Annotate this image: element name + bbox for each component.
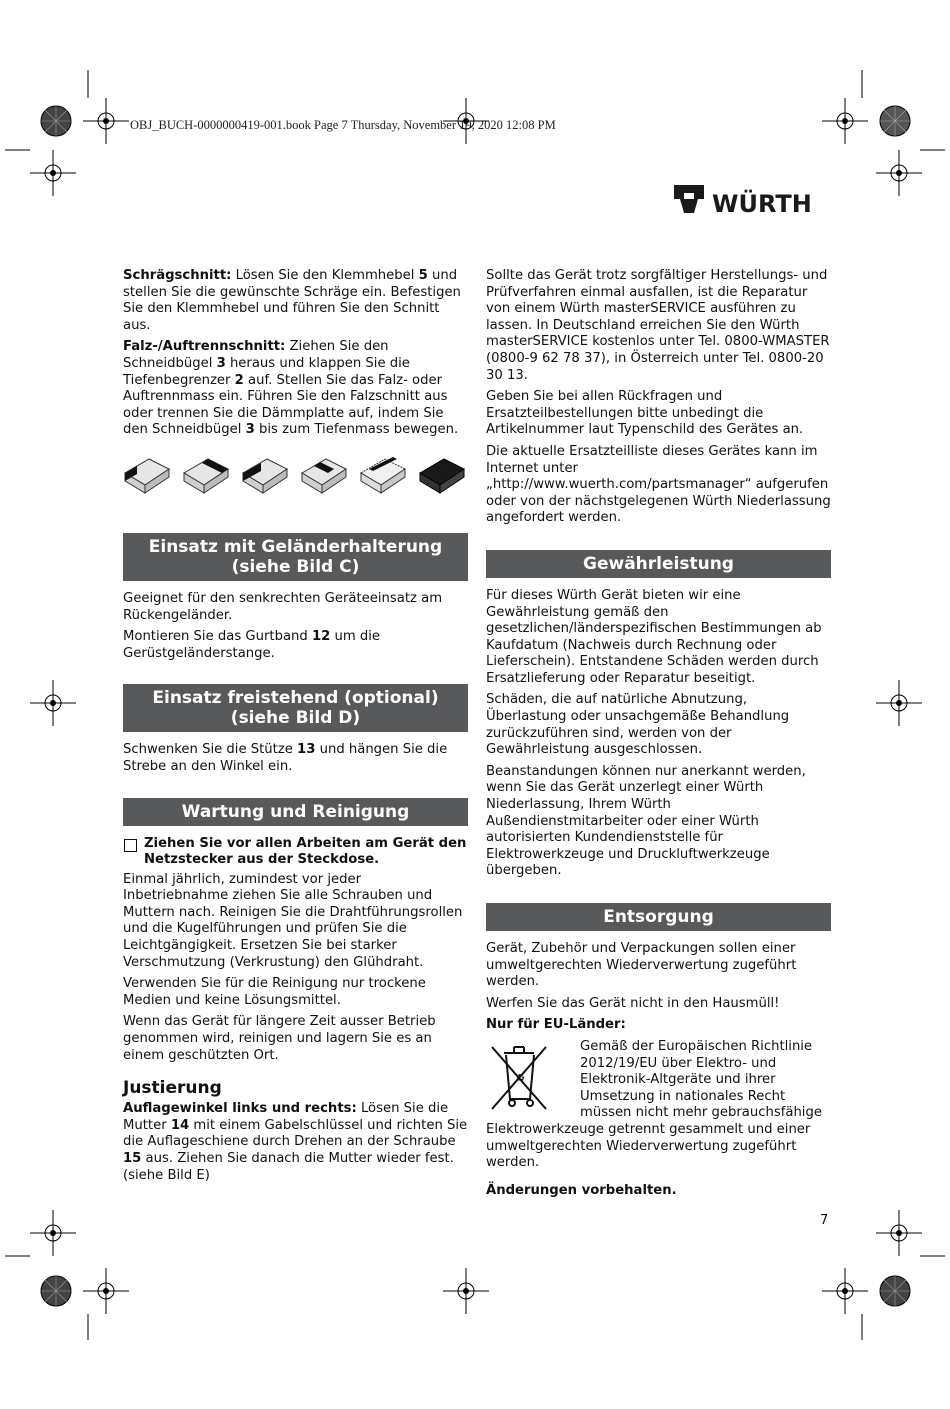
right-column xyxy=(486,268,831,1204)
svg-text:♻: ♻ xyxy=(516,1072,525,1084)
book-header-line: OBJ_BUCH-0000000419-001.book Page 7 Thursday, November 19, 2020 12:08 PM xyxy=(130,118,556,132)
crossed-out-wheelie-bin-icon xyxy=(488,1041,550,1115)
paragraph-lagerung: Wenn das Gerät für längere Zeit ausser Betrieb genommen wird, reinigen und lagern Sie es an einem geschützten Ort. xyxy=(123,1014,436,1063)
checkbox-square-icon xyxy=(124,839,137,852)
paragraph-geeignet: Geeignet für den senkrechten Geräteeinsatz am Rückengeländer. xyxy=(123,590,443,623)
section-heading-wartung: Wartung und Reinigung xyxy=(123,798,468,826)
section-heading-gelaenderhalterung: Einsatz mit Geländerhalterung (siehe Bild C) xyxy=(123,533,468,581)
cut-illustration-icon xyxy=(123,453,171,499)
paragraph-eu-richtlinie: Gemäß der Europäischen Richtlinie 2012/19/EU über Elektro- und Elektronik-Altgeräte und ihrer Umsetzung in nationales Recht müssen nicht mehr gebrauchsfähige Elektrowerkzeuge getrennt gesammelt und einer umweltgerechten Wiederverwertung zugeführt werden. xyxy=(486,1038,822,1171)
page-number: 7 xyxy=(820,1213,829,1228)
section-heading-gewaehrleistung: Gewährleistung xyxy=(486,550,831,578)
cut-type-illustrations xyxy=(123,453,468,499)
cut-illustration-icon xyxy=(182,453,230,499)
paragraph-gurtband: Montieren Sie das Gurtband 12 um die Gerüstgeländerstange. xyxy=(123,629,381,661)
paragraph-gewaehrleistung: Für dieses Würth Gerät bieten wir eine Gewährleistung gemäß den gesetzlichen/länderspezifischen Bestimmungen ab Kaufdatum (Nachweis durch Rechnung oder Lieferschein). Entstandene Schäden werden durch Ersatzlieferung oder Reparatur beseitigt. xyxy=(486,587,822,686)
section-heading-freistehend: Einsatz freistehend (optional) (siehe Bild D) xyxy=(123,684,468,732)
paragraph-rueckfragen: Geben Sie bei allen Rückfragen und Ersatzteilbestellungen bitte unbedingt die Artikelnummer laut Typenschild des Gerätes an. xyxy=(486,389,804,438)
paragraph-reinigung: Verwenden Sie für die Reinigung nur trockene Medien und keine Lösungsmittel. xyxy=(123,976,426,1008)
cut-illustration-icon xyxy=(418,453,466,499)
paragraph-schaeden: Schäden, die auf natürliche Abnutzung, Überlastung oder unsachgemäße Behandlung zurückzuführen sind, werden von der Gewährleistung ausgeschlossen. xyxy=(486,692,790,758)
wurth-logo xyxy=(672,183,832,223)
cut-illustration-icon xyxy=(300,453,348,499)
paragraph-aenderungen: Änderungen vorbehalten. xyxy=(486,1182,677,1198)
eu-only-label: Nur für EU-Länder: xyxy=(486,1017,626,1033)
paragraph-verpackungen: Gerät, Zubehör und Verpackungen sollen einer umweltgerechten Wiederverwertung zugeführt werden. xyxy=(486,941,797,990)
paragraph-masterservice: Sollte das Gerät trotz sorgfältiger Herstellungs- und Prüfverfahren einmal ausfallen, ist die Reparatur von einem Würth masterSERVICE ausführen zu lassen. In Deutschland erreichen Sie den Würth masterSERVICE kostenlos unter Tel. 0800-WMASTER (0800-9 62 78 37), in Österreich unter Tel. 0800-20 30 13. xyxy=(486,268,830,383)
paragraph-stuetze: Schwenken Sie die Stütze 13 und hängen Sie die Strebe an den Winkel ein. xyxy=(123,742,448,774)
warning-bullet: Ziehen Sie vor allen Arbeiten am Gerät den Netzstecker aus der Steckdose. xyxy=(123,836,468,869)
paragraph-ersatzteilliste: Die aktuelle Ersatzteilliste dieses Gerätes kann im Internet unter „http://www.wuerth.com/partsmanager“ aufgerufen oder von der nächstgelegenen Würth Niederlassung angefordert werden. xyxy=(486,443,831,526)
left-column xyxy=(123,268,468,1189)
subheading-justierung: Justierung xyxy=(123,1078,222,1099)
logo-text: WÜRTH xyxy=(712,190,812,218)
cut-illustration-icon xyxy=(241,453,289,499)
paragraph-schraegschnitt: Schrägschnitt: Lösen Sie den Klemmhebel 5 und stellen Sie die gewünschte Schräge ein. Befestigen Sie den Klemmhebel und führen Sie den Schnitt aus. xyxy=(123,268,461,333)
weee-block xyxy=(486,1039,831,1172)
paragraph-hausmuell: Werfen Sie das Gerät nicht in den Hausmüll! xyxy=(486,995,780,1011)
paragraph-falzschnitt: Falz-/Auftrennschnitt: Ziehen Sie den Schneidbügel 3 heraus und klappen Sie die Tiefenbegrenzer 2 auf. Stellen Sie das Falz- oder Auftrennmass ein. Führen Sie den Falzschnitt aus oder trennen Sie die Dämmplatte auf, indem Sie den Schneidbügel 3 bis zum Tiefenmass bewegen. xyxy=(123,339,459,438)
paragraph-einmal-jaehrlich: Einmal jährlich, zumindest vor jeder Inbetriebnahme ziehen Sie alle Schrauben und Muttern nach. Reinigen Sie die Drahtführungsrollen und die Kugelführungen und prüfen Sie die Leichtgängigkeit. Ersetzen Sie bei starker Verschmutzung (Verkrustung) den Glühdraht. xyxy=(123,871,463,970)
cut-illustration-icon xyxy=(359,453,407,499)
paragraph-beanstandungen: Beanstandungen können nur anerkannt werden, wenn Sie das Gerät unzerlegt einer Würth Niederlassung, Ihrem Würth Außendienstmitarbeiter oder einer Würth autorisierten Kundendienststelle für Elektrowerkzeuge und Druckluftwerkzeuge übergeben. xyxy=(486,763,806,879)
section-heading-entsorgung: Entsorgung xyxy=(486,903,831,931)
paragraph-auflagewinkel: Auflagewinkel links und rechts: Lösen Sie die Mutter 14 mit einem Gabelschlüssel und richten Sie die Auflageschiene durch Drehen an der Schraube 15 aus. Ziehen Sie danach die Mutter wieder fest. (siehe Bild E) xyxy=(123,1101,468,1183)
